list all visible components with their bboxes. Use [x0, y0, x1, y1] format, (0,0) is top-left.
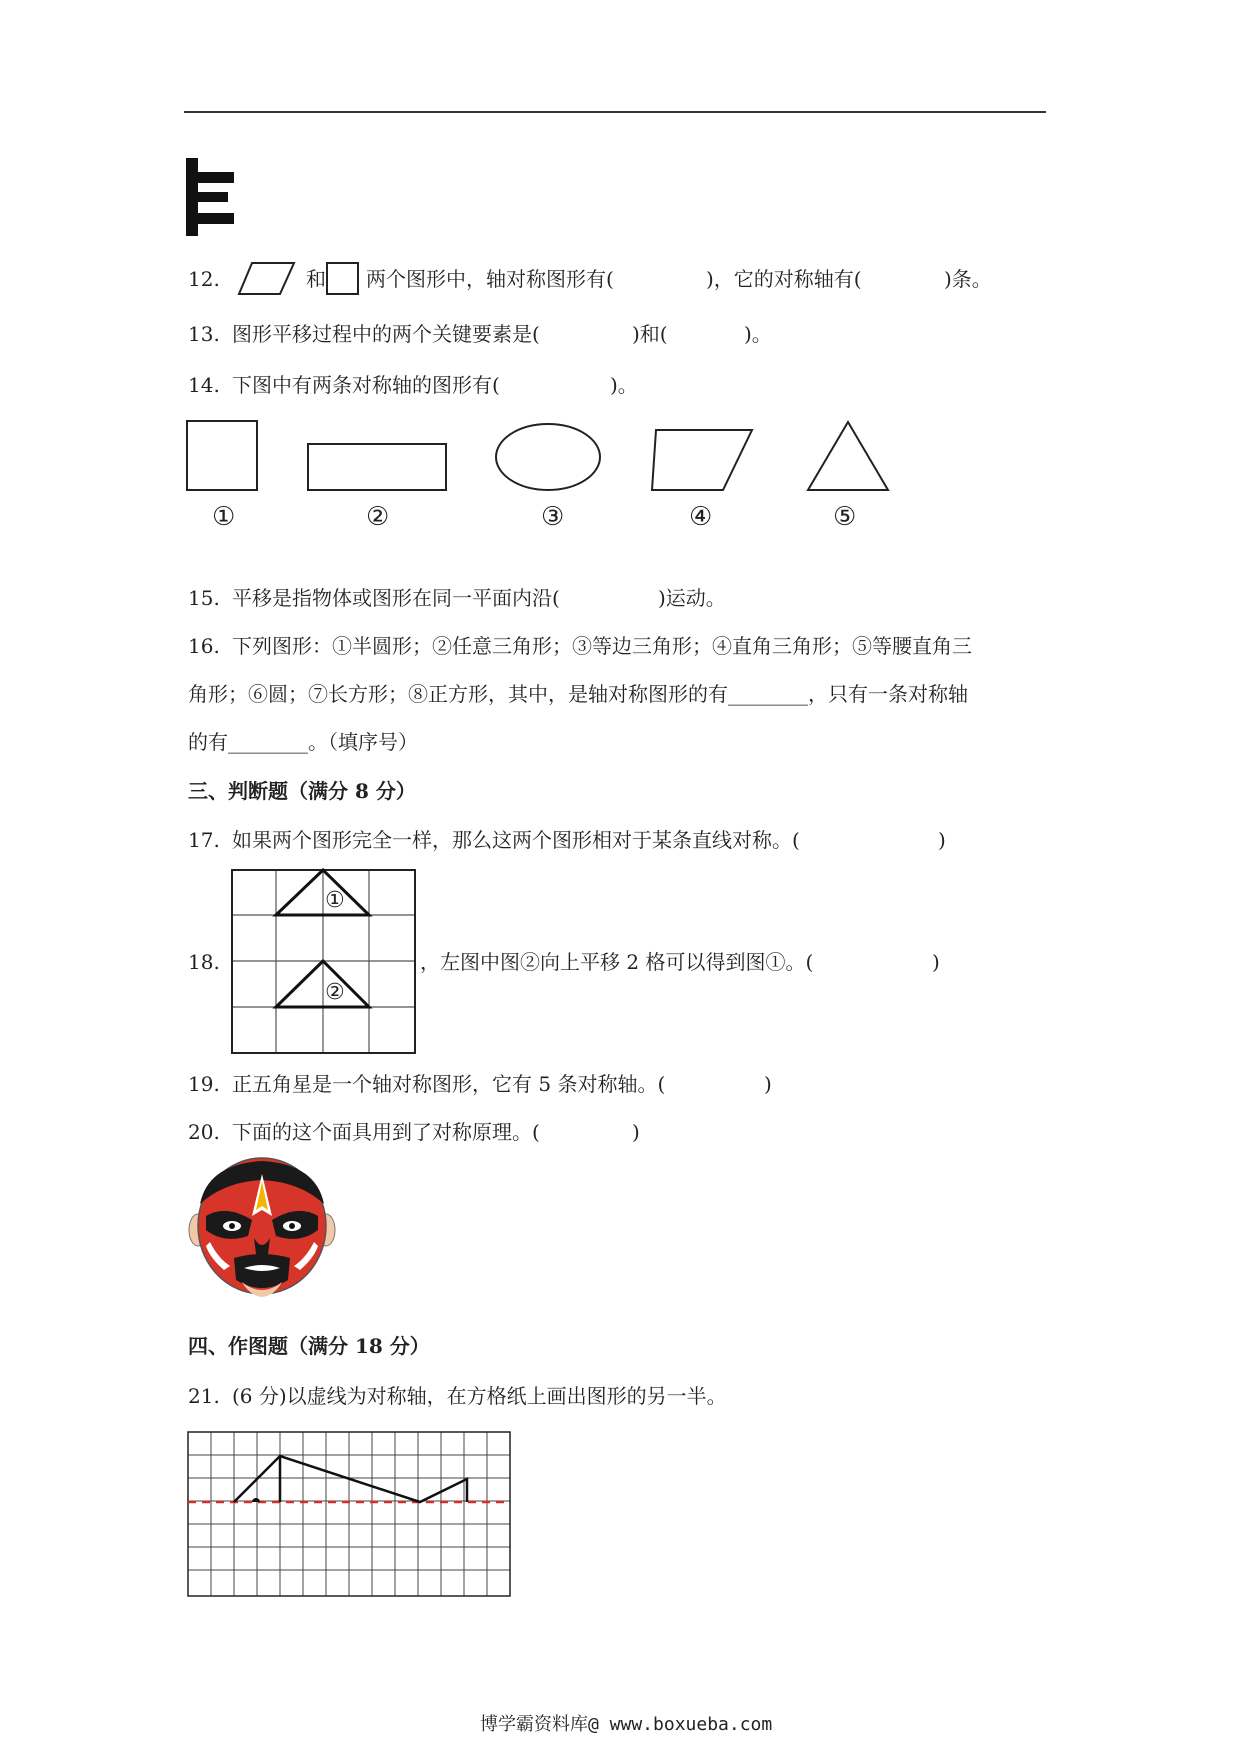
footer-watermark: 博学霸资料库@ www.boxueba.com [480, 1714, 773, 1735]
q21-grid-figure [186, 1430, 516, 1600]
q19-text: 正五角星是一个轴对称图形，它有 5 条对称轴。( [232, 1072, 666, 1096]
q12-and: 和 [306, 267, 326, 291]
q12-number: 12. [188, 267, 220, 291]
logo-fragment [186, 158, 236, 236]
q18-number: 18. [188, 950, 220, 974]
q15-text-b: )运动。 [658, 586, 726, 610]
opera-mask-image [188, 1158, 336, 1298]
q20-text: 下面的这个面具用到了对称原理。( [232, 1120, 540, 1144]
q15-text: 平移是指物体或图形在同一平面内沿( [232, 586, 560, 610]
question-18 [188, 950, 220, 974]
question-21 [188, 1384, 220, 1408]
question-16 [188, 634, 220, 658]
question-13 [188, 322, 220, 346]
q15-number: 15. [188, 586, 220, 610]
q19-number: 19. [188, 1072, 220, 1096]
shape-label-3: ③ [541, 502, 565, 532]
q17-number: 17. [188, 828, 220, 852]
section-3-heading: 三、判断题（满分 8 分） [188, 779, 416, 803]
shape-triangle [808, 422, 888, 490]
q17-text-b: ) [938, 828, 946, 852]
q16-number: 16. [188, 634, 220, 658]
q13-text-c: )。 [744, 322, 772, 346]
q18-text-b: ) [932, 950, 940, 974]
parallelogram-figure [238, 262, 296, 296]
header-rule [184, 111, 1046, 113]
q14-text: 下图中有两条对称轴的图形有( [232, 373, 500, 397]
fig-label-1: ① [325, 888, 345, 913]
question-14 [188, 373, 220, 397]
shape-label-1: ① [212, 502, 236, 532]
half-figure [234, 1456, 467, 1502]
shape-label-5: ⑤ [833, 502, 857, 532]
shape-parallelogram [652, 430, 752, 490]
q13-text: 图形平移过程中的两个关键要素是( [232, 322, 540, 346]
question-15 [188, 586, 220, 610]
question-19 [188, 1072, 220, 1096]
q18-grid-figure [230, 868, 418, 1056]
q14-text-b: )。 [610, 373, 638, 397]
shape-label-2: ② [366, 502, 390, 532]
question-12 [188, 267, 220, 291]
q21-number: 21. [188, 1384, 220, 1408]
shape-ellipse [496, 424, 600, 490]
q21-text: (6 分)以虚线为对称轴，在方格纸上画出图形的另一半。 [232, 1384, 727, 1408]
shape-label-4: ④ [689, 502, 713, 532]
q20-number: 20. [188, 1120, 220, 1144]
square-figure [326, 262, 360, 296]
q16-line-2: 角形；⑥圆；⑦长方形；⑧正方形，其中，是轴对称图形的有________，只有一条对称轴 [188, 682, 968, 706]
question-20 [188, 1120, 220, 1144]
q20-text-b: ) [632, 1120, 640, 1144]
q18-text: ，左图中图②向上平移 2 格可以得到图①。( [420, 950, 814, 974]
section-4-heading: 四、作图题（满分 18 分） [188, 1334, 430, 1358]
q14-shapes [180, 415, 900, 495]
q13-text-b: )和( [632, 322, 668, 346]
q13-number: 13. [188, 322, 220, 346]
fig-label-2: ② [325, 980, 345, 1005]
q12-text-c: )条。 [944, 267, 992, 291]
question-17 [188, 828, 220, 852]
q14-number: 14. [188, 373, 220, 397]
shape-square [187, 421, 257, 490]
q16-line-1: 下列图形：①半圆形；②任意三角形；③等边三角形；④直角三角形；⑤等腰直角三 [232, 634, 972, 658]
q17-text: 如果两个图形完全一样，那么这两个图形相对于某条直线对称。( [232, 828, 800, 852]
shape-rectangle [308, 444, 446, 490]
q12-text-b: )，它的对称轴有( [706, 267, 862, 291]
q12-text-a: 两个图形中，轴对称图形有( [366, 267, 614, 291]
q16-line-3: 的有________。（填序号） [188, 730, 418, 754]
q19-text-b: ) [764, 1072, 772, 1096]
